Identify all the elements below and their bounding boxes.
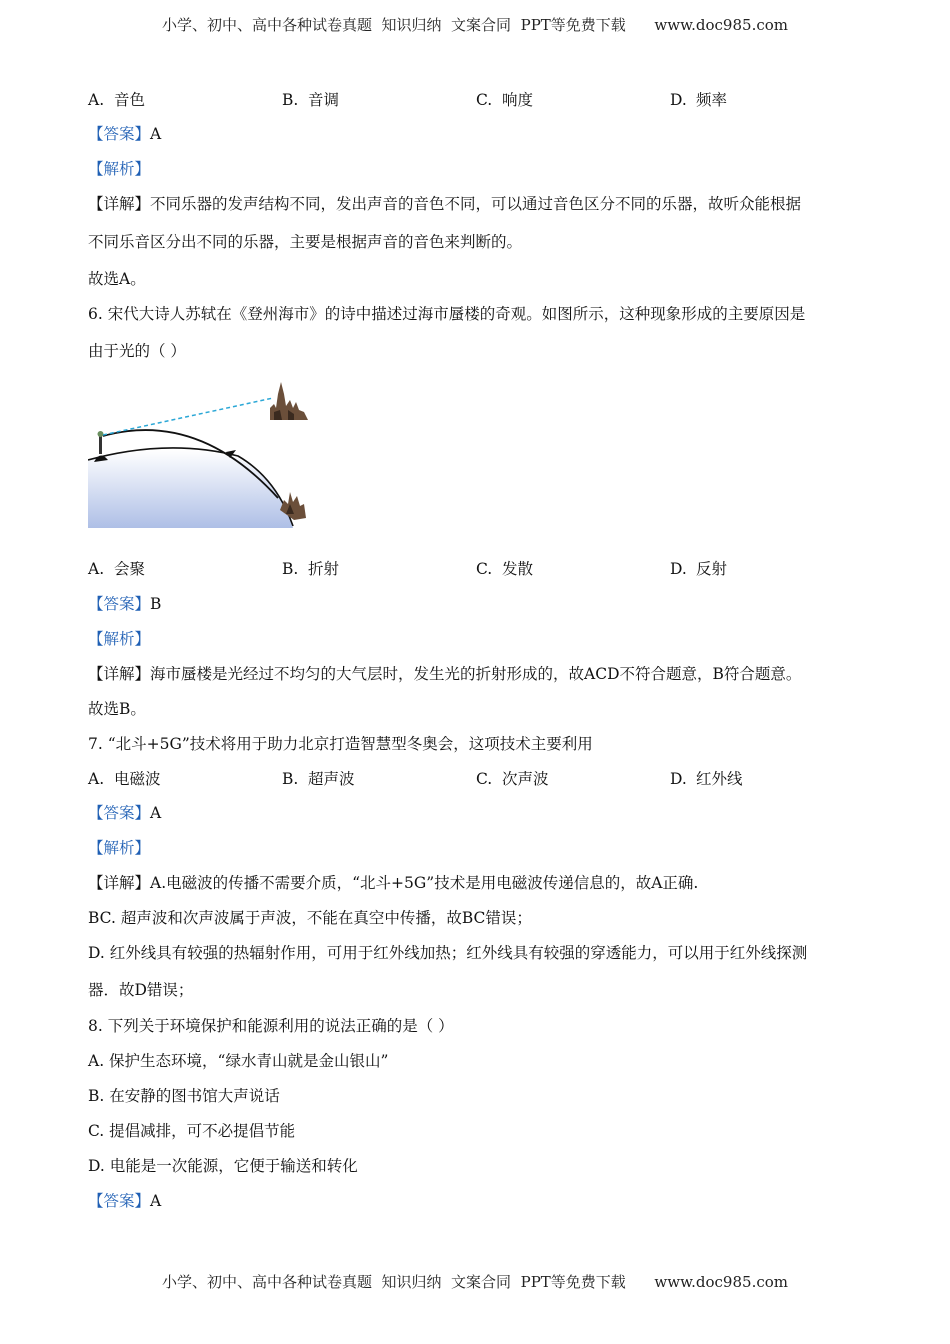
q5-option-d	[670, 90, 727, 110]
q7-analysis-tag: 【解析】	[88, 839, 151, 857]
detail-tag: 【详解】	[88, 665, 151, 683]
q8-option-b: B. 在安静的图书馆大声说话	[88, 1087, 280, 1105]
option-key: C.	[476, 91, 493, 109]
observer-head	[98, 431, 104, 437]
option-text: 次声波	[502, 770, 549, 788]
option-text: 折射	[308, 560, 340, 578]
q5-detail-line-2: 不同乐音区分出不同的乐器，主要是根据声音的音色来判断的。	[88, 233, 523, 251]
q6-stem-line-1: 6. 宋代大诗人苏轼在《登州海市》的诗中描述过海市蜃楼的奇观。如图所示，这种现象形成的主要原因是	[88, 305, 806, 323]
option-text: 超声波	[308, 770, 355, 788]
q6-answer	[88, 594, 161, 614]
q7-option-a	[88, 769, 161, 789]
detail-text: 不同乐器的发声结构不同，发出声音的音色不同，可以通过音色区分不同的乐器，故听众能根据	[150, 195, 802, 213]
q8-stem: 8. 下列关于环境保护和能源利用的说法正确的是（ ）	[88, 1017, 454, 1035]
q5-conclusion: 故选A。	[88, 270, 146, 288]
q6-conclusion: 故选B。	[88, 700, 146, 718]
option-text: 音色	[114, 91, 146, 109]
q7-detail-line-1	[88, 873, 698, 893]
detail-text: A.电磁波的传播不需要介质，“北斗+5G”技术是用电磁波传递信息的，故A正确.	[150, 874, 699, 892]
q8-option-a: A. 保护生态环境，“绿水青山就是金山银山”	[88, 1052, 389, 1070]
mirage-figure	[88, 380, 318, 530]
q7-detail-line-3: D. 红外线具有较强的热辐射作用，可用于红外线加热；红外线具有较强的穿透能力，可以用于红外线探测	[88, 944, 808, 962]
option-key: B.	[282, 91, 299, 109]
option-key: D.	[670, 560, 687, 578]
answer-tag: 【答案】	[88, 804, 151, 822]
answer-value: A	[150, 125, 162, 143]
q5-detail-line-1	[88, 194, 801, 214]
q8-option-c: C. 提倡减排，可不必提倡节能	[88, 1122, 296, 1140]
option-text: 会聚	[114, 560, 146, 578]
detail-tag: 【详解】	[88, 195, 151, 213]
q6-stem-line-2: 由于光的（ ）	[88, 342, 186, 360]
q6-option-c	[476, 559, 533, 579]
q6-detail-line-1	[88, 664, 801, 684]
q6-option-d	[670, 559, 727, 579]
q5-answer	[88, 124, 161, 144]
q7-detail-line-2: BC. 超声波和次声波属于声波，不能在真空中传播，故BC错误；	[88, 909, 532, 927]
option-key: B.	[282, 770, 299, 788]
option-key: A.	[88, 770, 105, 788]
q7-stem: 7. “北斗+5G”技术将用于助力北京打造智慧型冬奥会，这项技术主要利用	[88, 735, 593, 753]
detail-text: 海市蜃楼是光经过不均匀的大气层时，发生光的折射形成的，故ACD不符合题意，B符合题意。	[150, 665, 802, 683]
q6-option-b	[282, 559, 339, 579]
answer-value: A	[150, 804, 162, 822]
option-text: 红外线	[696, 770, 743, 788]
option-text: 电磁波	[114, 770, 161, 788]
option-text: 频率	[696, 91, 728, 109]
option-text: 反射	[696, 560, 728, 578]
q7-option-c	[476, 769, 549, 789]
q5-option-a	[88, 90, 145, 110]
q5-option-c	[476, 90, 533, 110]
option-key: D.	[670, 770, 687, 788]
option-key: B.	[282, 560, 299, 578]
option-key: C.	[476, 770, 493, 788]
q7-answer	[88, 803, 161, 823]
answer-value: B	[150, 595, 162, 613]
answer-tag: 【答案】	[88, 125, 151, 143]
q5-analysis-tag: 【解析】	[88, 160, 151, 178]
q8-answer	[88, 1191, 161, 1211]
q7-detail-line-4: 器．故D错误；	[88, 981, 194, 999]
observer-figure	[99, 436, 102, 454]
q8-option-d: D. 电能是一次能源，它便于输送和转化	[88, 1157, 358, 1175]
option-text: 响度	[502, 91, 534, 109]
option-key: A.	[88, 91, 105, 109]
q6-option-a	[88, 559, 145, 579]
option-key: D.	[670, 91, 687, 109]
answer-tag: 【答案】	[88, 1192, 151, 1210]
sea-surface	[88, 449, 293, 528]
page-footer: 小学、初中、高中各种试卷真题 知识归纳 文案合同 PPT等免费下载 www.doc985.com	[161, 1273, 788, 1291]
q6-analysis-tag: 【解析】	[88, 630, 151, 648]
mirage-city-image	[270, 382, 308, 420]
detail-tag: 【详解】	[88, 874, 151, 892]
option-text: 音调	[308, 91, 340, 109]
answer-tag: 【答案】	[88, 595, 151, 613]
option-key: A.	[88, 560, 105, 578]
option-key: C.	[476, 560, 493, 578]
option-text: 发散	[502, 560, 534, 578]
q7-option-d	[670, 769, 743, 789]
q7-option-b	[282, 769, 355, 789]
answer-value: A	[150, 1192, 162, 1210]
apparent-sight-line	[103, 398, 273, 435]
q5-option-b	[282, 90, 339, 110]
page-header: 小学、初中、高中各种试卷真题 知识归纳 文案合同 PPT等免费下载 www.doc985.com	[161, 16, 788, 34]
